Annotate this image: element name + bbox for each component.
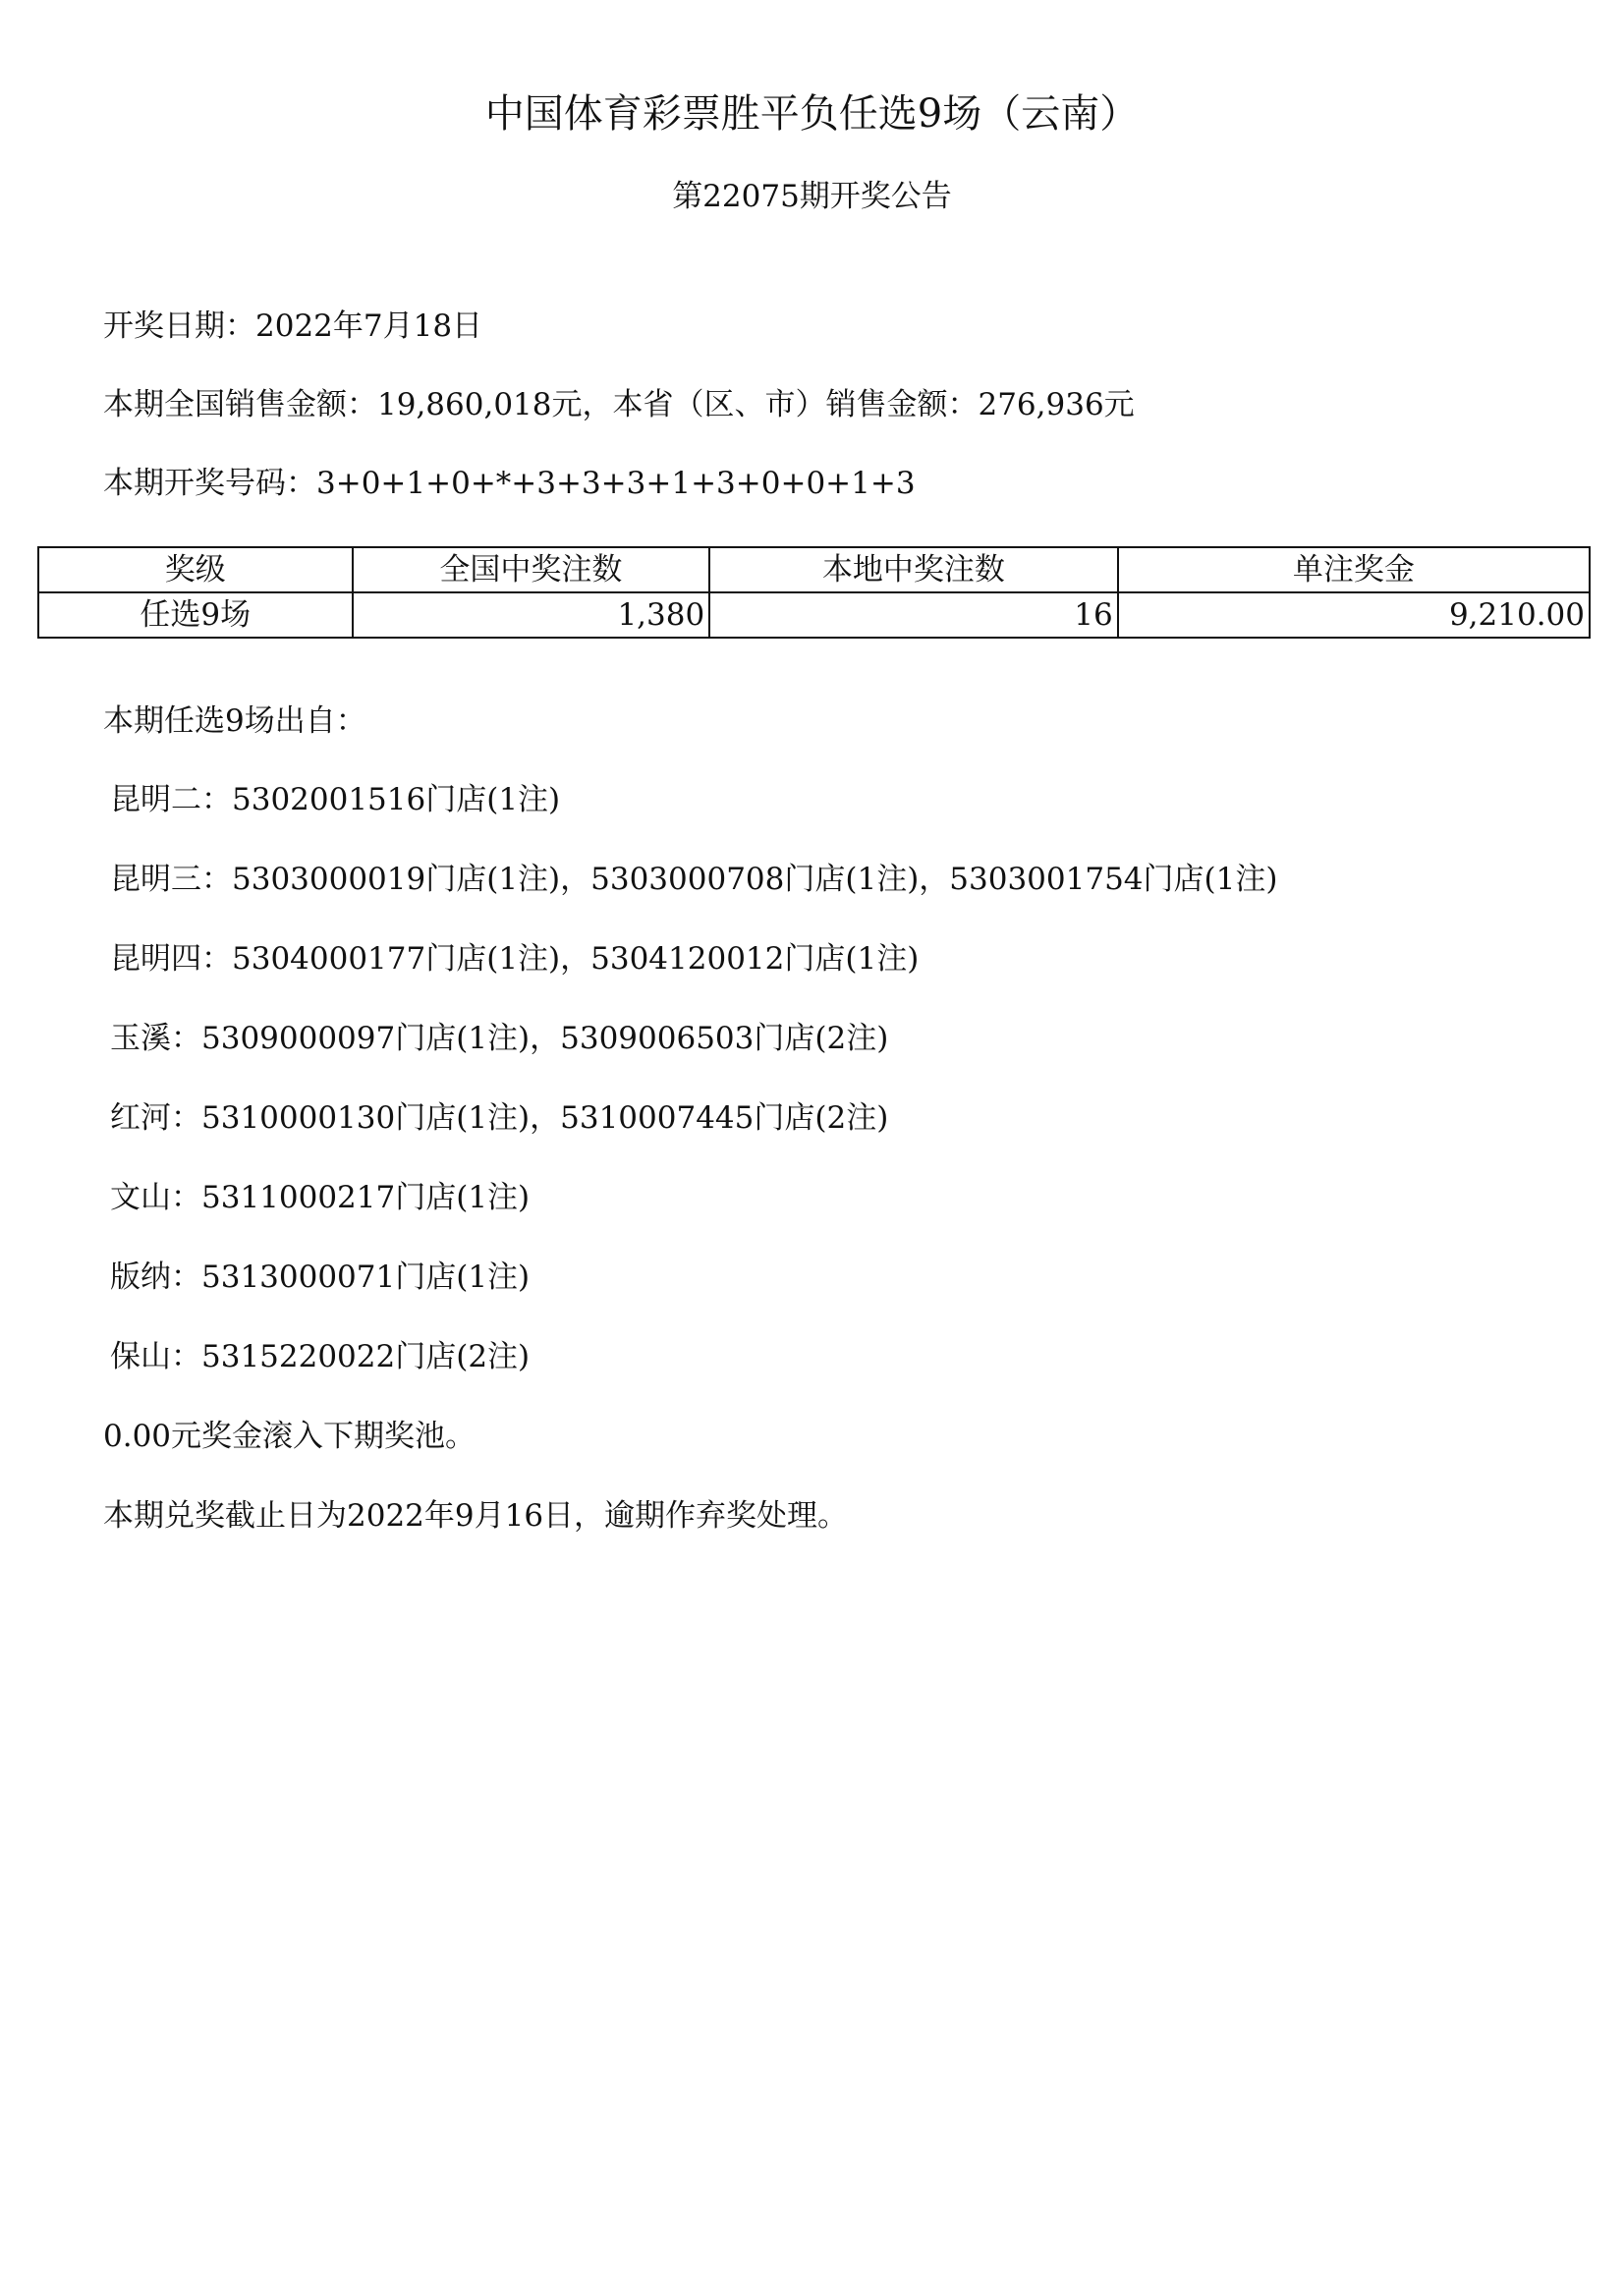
outlet-line: 文山：5311000217门店(1注) bbox=[110, 1180, 531, 1215]
outlet-line: 昆明三：5303000019门店(1注)，5303000708门店(1注)，5303001754门店(1注) bbox=[110, 862, 1278, 897]
draw-date: 开奖日期：2022年7月18日 bbox=[103, 308, 483, 344]
header-cell-prize: 单注奖金 bbox=[1118, 547, 1590, 592]
outlet-line: 版纳：5313000071门店(1注) bbox=[110, 1259, 531, 1295]
header-cell-level: 奖级 bbox=[38, 547, 353, 592]
cell-national-winners: 1,380 bbox=[353, 592, 710, 638]
header-cell-national-winners: 全国中奖注数 bbox=[353, 547, 710, 592]
winning-numbers: 本期开奖号码：3+0+1+0+*+3+3+3+1+3+0+0+1+3 bbox=[103, 466, 916, 501]
outlet-line: 昆明二：5302001516门店(1注) bbox=[110, 782, 561, 817]
rollover-note: 0.00元奖金滚入下期奖池。 bbox=[103, 1419, 476, 1454]
outlet-line: 昆明四：5304000177门店(1注)，5304120012门店(1注) bbox=[110, 941, 920, 977]
outlet-line: 红河：5310000130门店(1注)，5310007445门店(2注) bbox=[110, 1100, 889, 1136]
page-title: 中国体育彩票胜平负任选9场（云南） bbox=[484, 91, 1140, 137]
cell-level: 任选9场 bbox=[38, 592, 353, 638]
header-cell-local-winners: 本地中奖注数 bbox=[709, 547, 1118, 592]
sales-amount: 本期全国销售金额：19,860,018元，本省（区、市）销售金额：276,936元 bbox=[103, 387, 1135, 422]
outlet-line: 玉溪：5309000097门店(1注)，5309006503门店(2注) bbox=[110, 1021, 889, 1056]
deadline-note: 本期兑奖截止日为2022年9月16日，逾期作弃奖处理。 bbox=[103, 1498, 849, 1534]
prize-table bbox=[37, 546, 1591, 639]
cell-local-winners: 16 bbox=[709, 592, 1118, 638]
table-header-row bbox=[38, 547, 1590, 592]
winners-from-label: 本期任选9场出自： bbox=[103, 703, 366, 739]
table-row bbox=[38, 592, 1590, 638]
page-subtitle: 第22075期开奖公告 bbox=[672, 179, 952, 214]
cell-prize: 9,210.00 bbox=[1118, 592, 1590, 638]
outlet-line: 保山：5315220022门店(2注) bbox=[110, 1339, 531, 1374]
